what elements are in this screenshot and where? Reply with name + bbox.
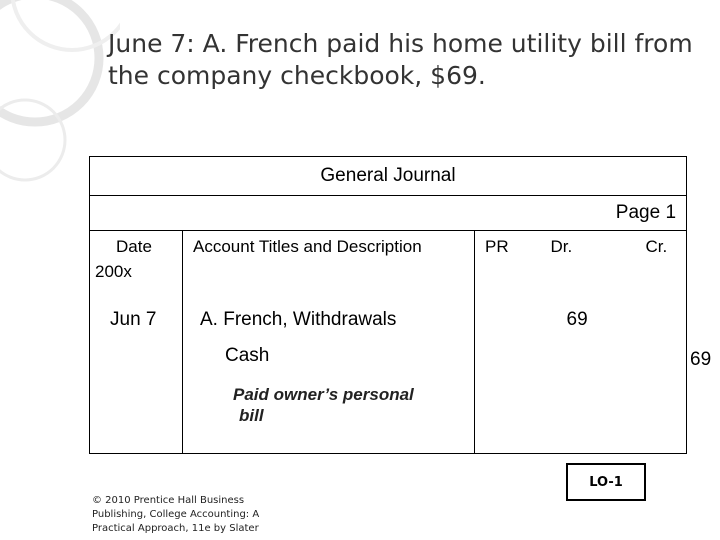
column-header-date: Date: [116, 237, 152, 256]
general-journal-table: [89, 156, 687, 454]
credit-amount: 69: [690, 349, 712, 370]
column-header-account: Account Titles and Description: [193, 237, 422, 256]
slide-title: [108, 28, 698, 92]
title-line-1: June 7: A. French paid his home utility bill from: [108, 29, 693, 58]
description-line-1: Paid owner’s personal: [233, 385, 414, 404]
footer-line-1: © 2010 Prentice Hall Business: [92, 495, 245, 506]
column-header-pr: PR: [485, 237, 509, 256]
journal-title: General Journal: [90, 157, 687, 196]
description-line-2: bill: [239, 406, 264, 425]
journal-page-number: Page 1: [90, 196, 687, 231]
credit-column: [608, 231, 687, 453]
title-line-2: the company checkbook, $69.: [108, 61, 486, 90]
column-header-debit: Dr.: [550, 237, 573, 256]
entry-year: 200x: [95, 262, 132, 281]
account-column: [183, 231, 474, 453]
credit-account: Cash: [225, 345, 270, 366]
debit-account: A. French, Withdrawals: [200, 309, 397, 330]
debit-amount: 69: [566, 309, 588, 330]
footer-line-2: Publishing, College Accounting: A: [92, 509, 260, 520]
copyright-footer: [92, 494, 272, 536]
entry-description: [233, 384, 463, 426]
entry-date: Jun 7: [110, 309, 157, 330]
column-header-credit: Cr.: [645, 237, 668, 256]
pr-column: [475, 231, 529, 453]
debit-column: [529, 231, 608, 453]
date-column: [90, 231, 182, 453]
footer-line-3: Practical Approach, 11e by Slater: [92, 523, 259, 534]
learning-objective-badge: LO-1: [566, 463, 646, 501]
